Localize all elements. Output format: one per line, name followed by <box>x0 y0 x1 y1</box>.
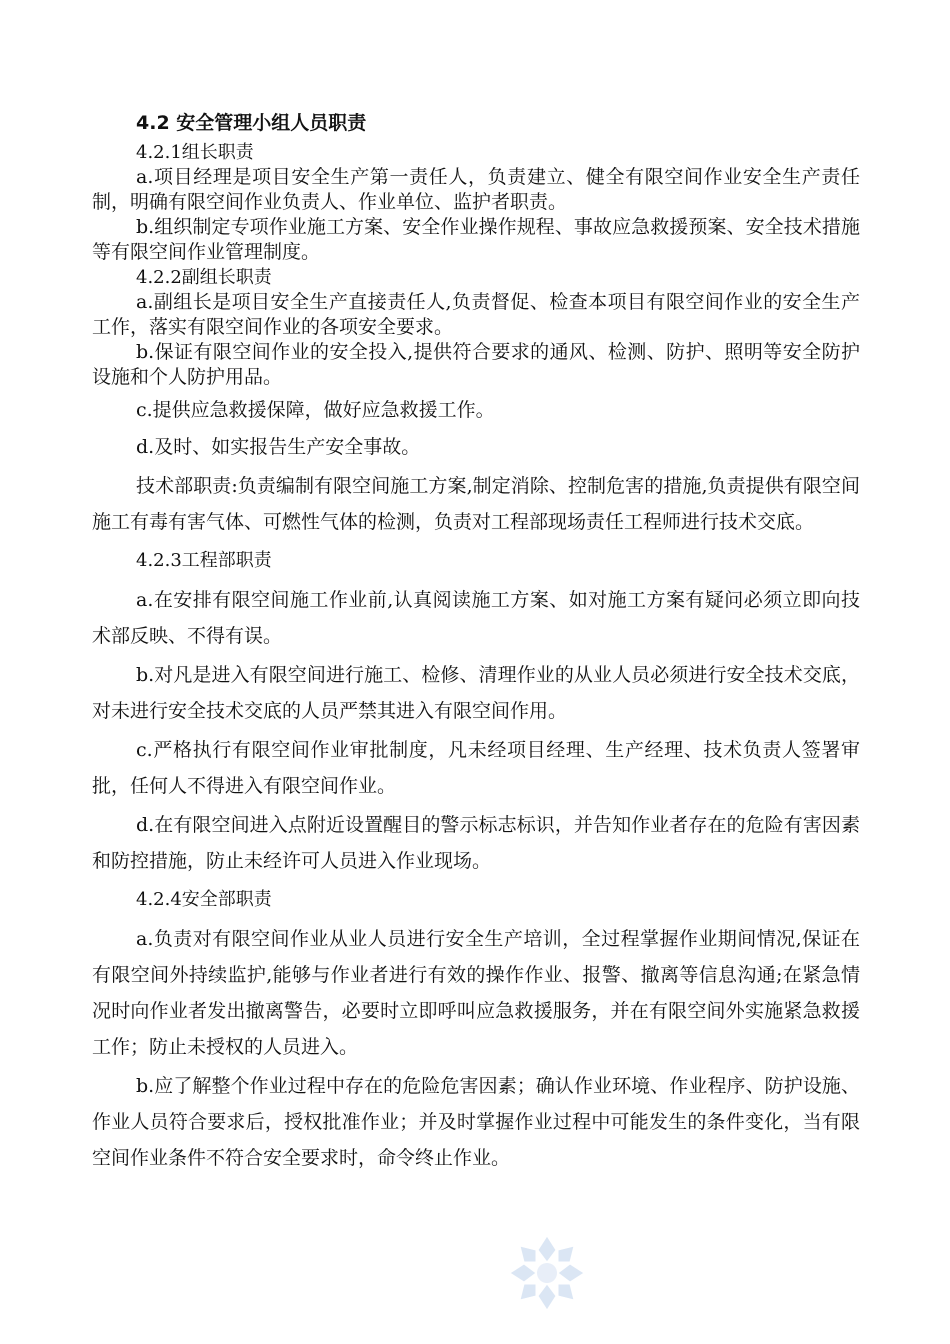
group-leader-item-a: a.项目经理是项目安全生产第一责任人，负责建立、健全有限空间作业安全生产责任制，明确有限空间作业负责人、作业单位、监护者职责。 <box>92 166 860 213</box>
deputy-leader-item-c: c.提供应急救援保障，做好应急救援工作。 <box>136 399 495 421</box>
engineering-title: 4.2.3工程部职责 <box>136 550 272 571</box>
safety-item-a: a.负责对有限空间作业从业人员进行安全生产培训，全过程掌握作业期间情况,保证在有限空间外持续监护,能够与作业者进行有效的操作作业、报警、撤离等信息沟通;在紧急情况时向作业者发出撤离警告，必要时立即呼叫应急救援服务，并在有限空间外实施紧急救援工作；防止未授权的人员进入。 <box>92 928 860 1058</box>
deputy-leader-title: 4.2.2副组长职责 <box>136 267 272 288</box>
group-leader-item-b: b.组织制定专项作业施工方案、安全作业操作规程、事故应急救援预案、安全技术措施等有限空间作业管理制度。 <box>92 216 860 263</box>
deputy-leader-item-a: a.副组长是项目安全生产直接责任人,负责督促、检查本项目有限空间作业的安全生产工作，落实有限空间作业的各项安全要求。 <box>92 291 860 338</box>
engineering-item-c: c.严格执行有限空间作业审批制度，凡未经项目经理、生产经理、技术负责人签署审批，任何人不得进入有限空间作业。 <box>92 739 860 797</box>
group-leader-title: 4.2.1组长职责 <box>136 142 254 163</box>
deputy-leader-item-d: d.及时、如实报告生产安全事故。 <box>136 436 421 458</box>
deputy-leader-item-b: b.保证有限空间作业的安全投入,提供符合要求的通风、检测、防护、照明等安全防护设施和个人防护用品。 <box>92 341 860 388</box>
engineering-item-b: b.对凡是进入有限空间进行施工、检修、清理作业的从业人员必须进行安全技术交底，对未进行安全技术交底的人员严禁其进入有限空间作用。 <box>92 664 860 722</box>
safety-title: 4.2.4安全部职责 <box>136 889 272 910</box>
tech-dept-duties: 技术部职责:负责编制有限空间施工方案,制定消除、控制危害的措施,负责提供有限空间施工有毒有害气体、可燃性气体的检测，负责对工程部现场责任工程师进行技术交底。 <box>92 475 860 533</box>
engineering-item-d: d.在有限空间进入点附近设置醒目的警示标志标识，并告知作业者存在的危险有害因素和防控措施，防止未经许可人员进入作业现场。 <box>92 814 860 872</box>
section-heading: 4.2 安全管理小组人员职责 <box>136 112 367 134</box>
snowflake-logo-icon <box>506 1232 588 1314</box>
safety-item-b: b.应了解整个作业过程中存在的危险危害因素；确认作业环境、作业程序、防护设施、作业人员符合要求后，授权批准作业；并及时掌握作业过程中可能发生的条件变化，当有限空间作业条件不符合安全要求时，命令终止作业。 <box>92 1075 860 1169</box>
engineering-item-a: a.在安排有限空间施工作业前,认真阅读施工方案、如对施工方案有疑问必须立即向技术部反映、不得有误。 <box>92 589 860 647</box>
document-page <box>92 108 860 1179</box>
